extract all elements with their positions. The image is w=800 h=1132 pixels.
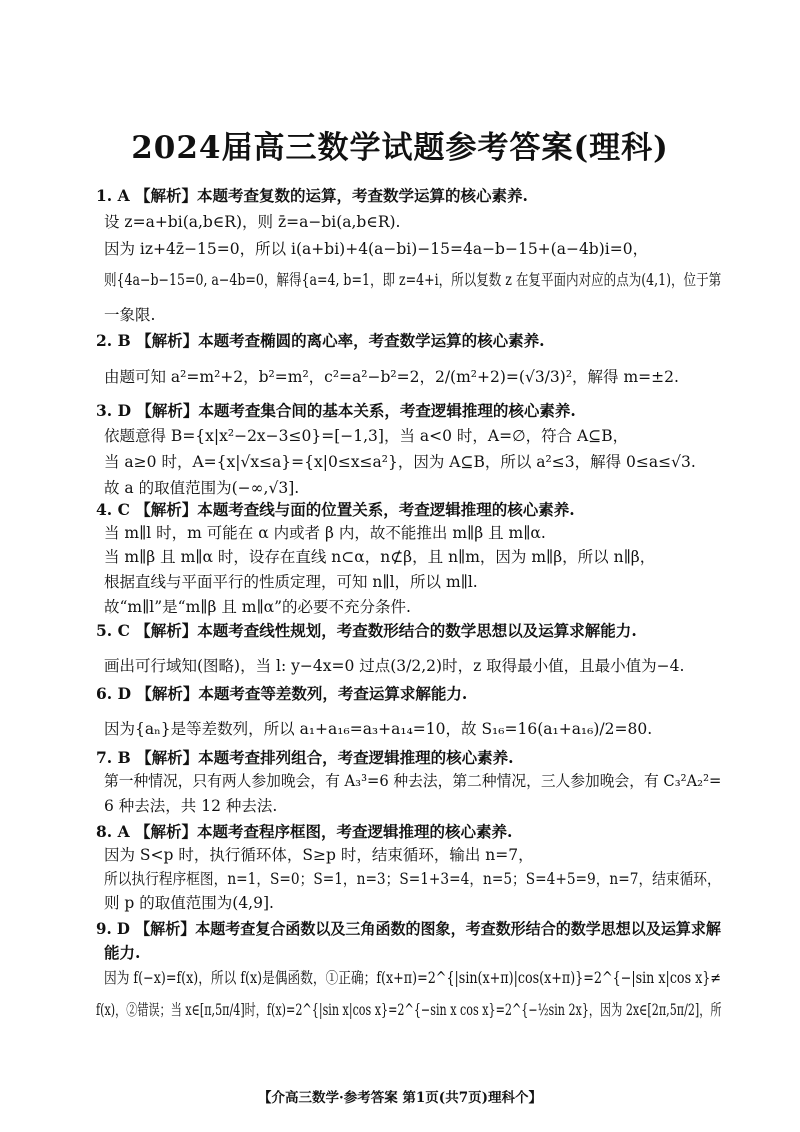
question-1-line: 设 z=a+bi(a,b∈R)，则 z̄=a−bi(a,b∈R). bbox=[104, 213, 401, 231]
question-9-head: 9. D 【解析】本题考查复合函数以及三角函数的图象，考查数形结合的数学思想以及运算求解 bbox=[96, 919, 721, 938]
question-4-line: 故“m∥l”是“m∥β 且 m∥α”的必要不充分条件. bbox=[104, 598, 411, 616]
question-6-head: 6. D 【解析】本题考查等差数列，考查运算求解能力. bbox=[96, 684, 468, 703]
question-2-line: 由题可知 a²=m²+2，b²=m²，c²=a²−b²=2，2/(m²+2)=(√3/3)²，解得 m=±2. bbox=[104, 368, 679, 386]
question-1-head: 1. A 【解析】本题考查复数的运算，考查数学运算的核心素养. bbox=[96, 186, 528, 205]
question-1-line: 因为 iz+4z̄−15=0，所以 i(a+bi)+4(a−bi)−15=4a−b−15+(a−4b)i=0， bbox=[104, 240, 649, 258]
question-4-head: 4. C 【解析】本题考查线与面的位置关系，考查逻辑推理的核心素养. bbox=[96, 500, 575, 519]
question-7-head: 7. B 【解析】本题考查排列组合，考查逻辑推理的核心素养. bbox=[96, 748, 514, 767]
question-9-line: f(x)，②错误；当 x∈[π,5π/4]时，f(x)=2^{|sin x|cos x}=2^{−sin x cos x}=2^{−½sin 2x}，因为 2x∈[2π,5π/2]，所 bbox=[96, 1001, 722, 1019]
question-8-line: 因为 S<p 时，执行循环体，S≥p 时，结束循环，输出 n=7， bbox=[104, 846, 534, 864]
question-5-head: 5. C 【解析】本题考查线性规划，考查数形结合的数学思想以及运算求解能力. bbox=[96, 621, 637, 640]
page-footer: 【介高三数学·参考答案 第1页(共7页)理科个】 bbox=[258, 1090, 542, 1106]
question-3-line: 故 a 的取值范围为(−∞,√3]. bbox=[104, 479, 300, 497]
question-2-head: 2. B 【解析】本题考查椭圆的离心率，考查数学运算的核心素养. bbox=[96, 331, 545, 350]
question-1-line: 一象限. bbox=[104, 306, 156, 324]
question-9-line: 因为 f(−x)=f(x)，所以 f(x)是偶函数，①正确；f(x+π)=2^{|sin(x+π)|cos(x+π)}=2^{−|sin x|cos x}≠ bbox=[104, 969, 722, 987]
question-3-line: 依题意得 B={x|x²−2x−3≤0}=[−1,3]，当 a<0 时，A=∅，符合 A⊆B， bbox=[104, 427, 629, 445]
question-4-line: 当 m∥l 时，m 可能在 α 内或者 β 内，故不能推出 m∥β 且 m∥α. bbox=[104, 524, 546, 542]
question-5-line: 画出可行域知(图略)，当 l: y−4x=0 过点(3/2,2)时，z 取得最小值，且最小值为−4. bbox=[104, 657, 685, 675]
question-1-line: 则{4a−b−15=0, a−4b=0，解得{a=4, b=1，即 z=4+i，所以复数 z 在复平面内对应的点为(4,1)，位于第 bbox=[104, 271, 722, 289]
page-title: 2024届高三数学试题参考答案(理科) bbox=[131, 130, 669, 166]
question-6-line: 因为{aₙ}是等差数列，所以 a₁+a₁₆=a₃+a₁₄=10，故 S₁₆=16(a₁+a₁₆)/2=80. bbox=[104, 720, 653, 738]
question-8-line: 所以执行程序框图，n=1，S=0；S=1，n=3；S=1+3=4，n=5；S=4+5=9，n=7，结束循环， bbox=[104, 870, 721, 888]
question-7-line: 6 种去法，共 12 种去法. bbox=[104, 797, 278, 815]
question-8-line: 则 p 的取值范围为(4,9]. bbox=[104, 894, 274, 912]
question-4-line: 当 m∥β 且 m∥α 时，设存在直线 n⊂α，n⊄β，且 n∥m，因为 m∥β，所以 n∥β， bbox=[104, 548, 656, 566]
question-7-line: 第一种情况，只有两人参加晚会，有 A₃³=6 种去法，第二种情况，三人参加晚会，有 C₃²A₂²= bbox=[104, 772, 722, 790]
question-8-head: 8. A 【解析】本题考查程序框图，考查逻辑推理的核心素养. bbox=[96, 822, 513, 841]
question-4-line: 根据直线与平面平行的性质定理，可知 n∥l，所以 m∥l. bbox=[104, 573, 478, 591]
question-3-head: 3. D 【解析】本题考查集合间的基本关系，考查逻辑推理的核心素养. bbox=[96, 401, 576, 420]
question-9-line: 能力. bbox=[104, 943, 141, 962]
question-3-line: 当 a≥0 时，A={x|√x≤a}={x|0≤x≤a²}，因为 A⊆B，所以 a²≤3，解得 0≤a≤√3. bbox=[104, 453, 696, 471]
